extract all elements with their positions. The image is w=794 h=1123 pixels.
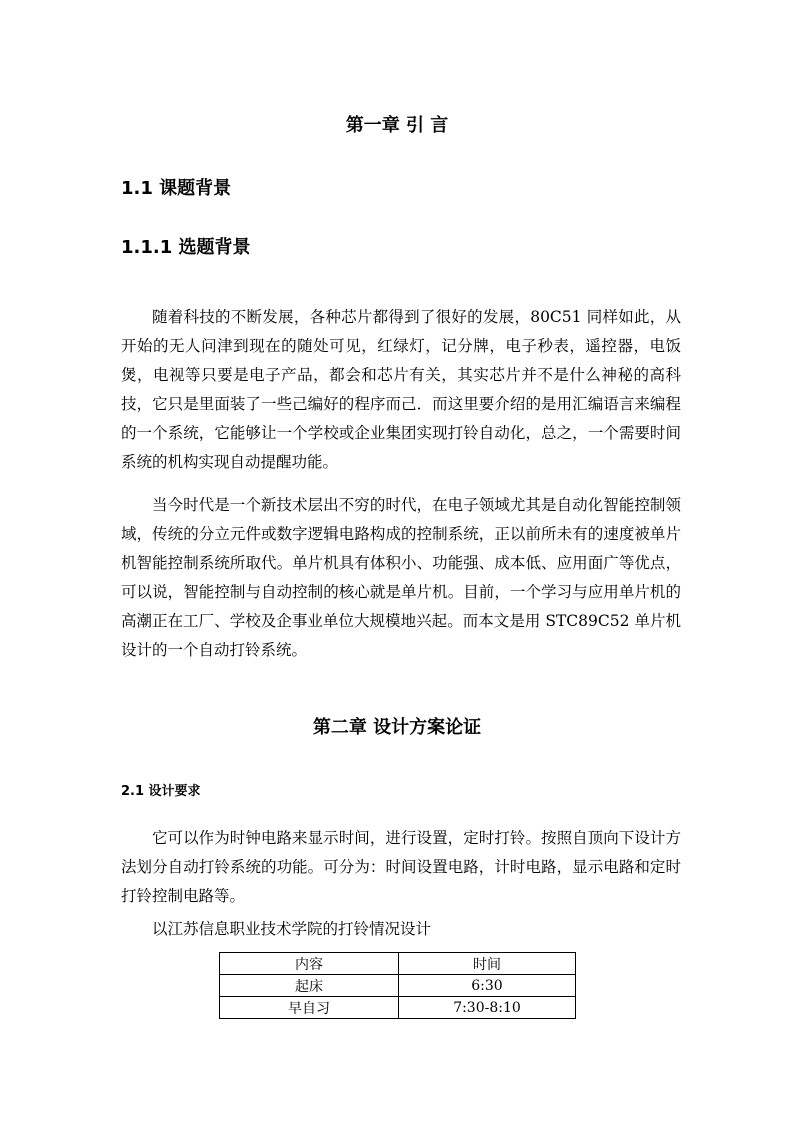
chapter-1-title: 第一章 引 言 [345, 115, 449, 136]
paragraph-background-2: 当今时代是一个新技术层出不穷的时代，在电子领域尤其是自动化智能控制领域，传统的分立元件或数字逻辑电路构成的控制系统，正以前所未有的速度被单片机智能控制系统所取代。单片机具有体积小、功能强、成本低、应用面广等优点，可以说，智能控制与自动控制的核心就是单片机。目前，一个学习与应用单片机的高潮正在工厂、学校及企事业单位大规模地兴起。而本文是用 STC89C52 单片机设计的一个自动打铃系统。 [121, 496, 681, 659]
table-cell-time: 6:30 [399, 975, 576, 997]
table-header-time: 时间 [399, 953, 576, 975]
bell-schedule-table [219, 952, 576, 1019]
table-cell-content: 起床 [220, 975, 399, 997]
paragraph-design-requirements: 它可以作为时钟电路来显示时间，进行设置，定时打铃。按照自顶向下设计方法划分自动打铃系统的功能。可分为：时间设置电路，计时电路，显示电路和定时打铃控制电路等。 [121, 829, 681, 905]
section-1-1-title: 1.1 课题背景 [121, 178, 232, 199]
table-caption: 以江苏信息职业技术学院的打铃情况设计 [152, 920, 432, 938]
chapter-2-title: 第二章 设计方案论证 [312, 717, 482, 738]
paragraph-background-1: 随着科技的不断发展，各种芯片都得到了很好的发展，80C51 同样如此，从开始的无人问津到现在的随处可见，红绿灯，记分牌，电子秒表，遥控器，电饭煲，电视等只要是电子产品，都会和芯片有关，其实芯片并不是什么神秘的高科技，它只是里面装了一些己编好的程序而己．而这里要介绍的是用汇编语言来编程的一个系统，它能够让一个学校或企业集团实现打铃自动化，总之，一个需要时间系统的机构实现自动提醒功能。 [121, 308, 681, 471]
table-header-row [220, 953, 576, 975]
table-cell-content: 早自习 [220, 997, 399, 1019]
table-row [220, 997, 576, 1019]
section-1-1-1-title: 1.1.1 选题背景 [121, 237, 251, 258]
section-2-1-title: 2.1 设计要求 [121, 784, 201, 799]
table-row [220, 975, 576, 997]
table-cell-time: 7:30-8:10 [399, 997, 576, 1019]
table-header-content: 内容 [220, 953, 399, 975]
